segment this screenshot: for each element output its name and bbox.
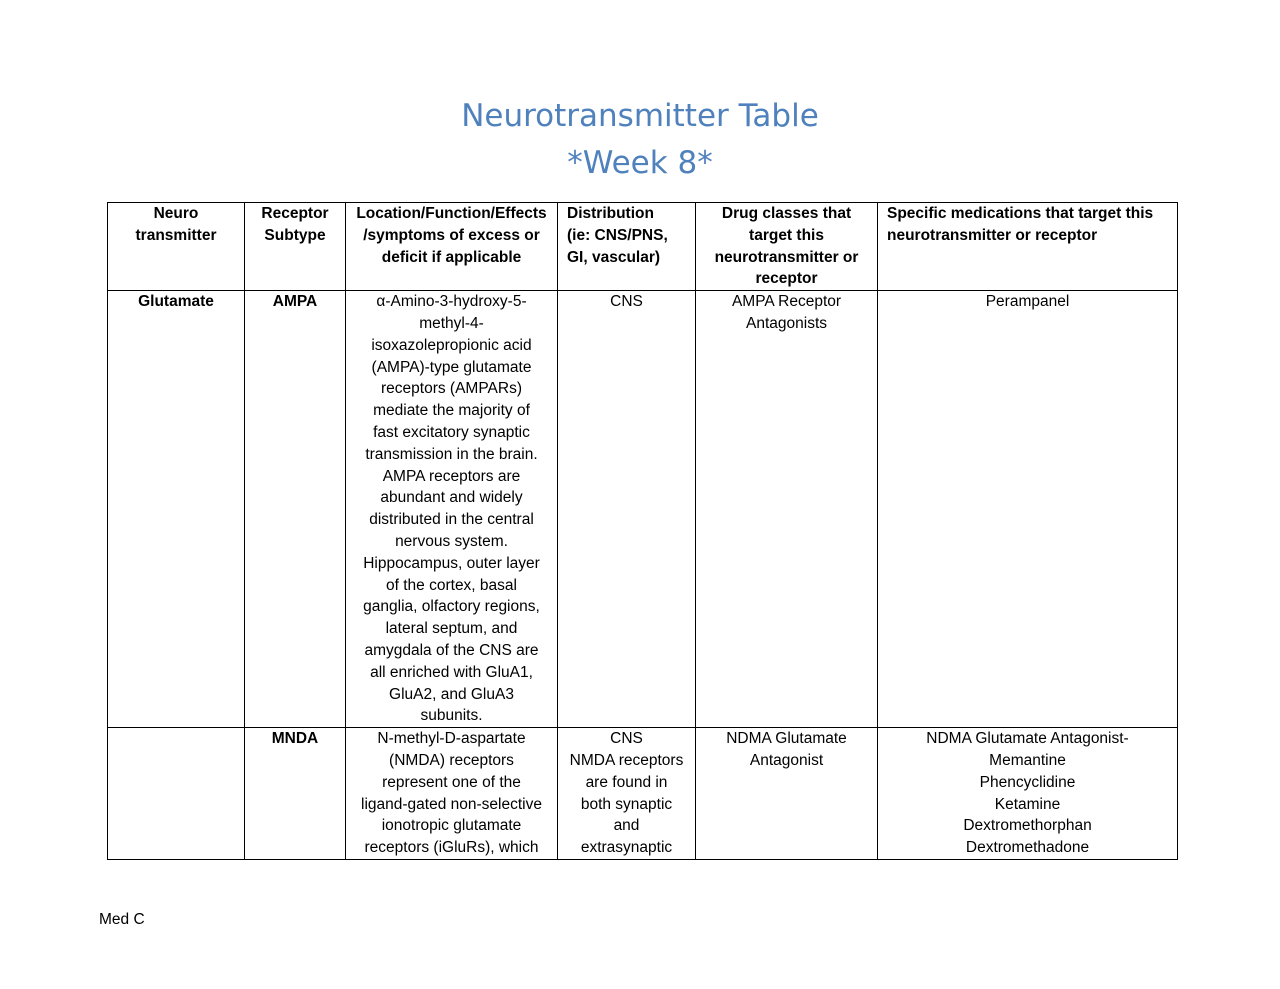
cell-neurotransmitter: Glutamate [108,291,245,728]
header-distribution: Distribution (ie: CNS/PNS, GI, vascular) [558,203,696,291]
document-subtitle: *Week 8* [567,145,713,181]
document-title: Neurotransmitter Table [461,98,819,134]
table-header-row [108,203,1178,291]
header-specific-medications: Specific medications that target this neurotransmitter or receptor [878,203,1178,291]
header-receptor-subtype: Receptor Subtype [245,203,346,291]
cell-location-function: α-Amino-3-hydroxy-5- methyl-4- isoxazolepropionic acid (AMPA)-type glutamate receptors (AMPARs) mediate the majority of fast excitatory synaptic transmission in the brain. AMPA receptors are abundant and widely distributed in the central nervous system. Hippocampus, outer layer of the cortex, basal ganglia, olfactory regions, lateral septum, and amygdala of the CNS are all enriched with GluA1, GluA2, and GluA3 subunits. [346,291,558,728]
cell-drug-classes: AMPA Receptor Antagonists [696,291,878,728]
cell-neurotransmitter [108,728,245,860]
header-neurotransmitter: Neuro transmitter [108,203,245,291]
cell-location-function: N-methyl-D-aspartate (NMDA) receptors represent one of the ligand-gated non-selective ionotropic glutamate receptors (iGluRs), which [346,728,558,860]
cell-distribution: CNS NMDA receptors are found in both synaptic and extrasynaptic [558,728,696,860]
footer-text: Med C [99,911,145,928]
cell-receptor-subtype: AMPA [245,291,346,728]
header-location-function: Location/Function/Effects /symptoms of excess or deficit if applicable [346,203,558,291]
cell-drug-classes: NDMA Glutamate Antagonist [696,728,878,860]
cell-distribution: CNS [558,291,696,728]
cell-specific-medications: NDMA Glutamate Antagonist- Memantine Phencyclidine Ketamine Dextromethorphan Dextromethadone [878,728,1178,860]
neurotransmitter-table [107,202,1178,860]
table-row [108,728,1178,860]
cell-specific-medications: Perampanel [878,291,1178,728]
cell-receptor-subtype: MNDA [245,728,346,860]
header-drug-classes: Drug classes that target this neurotransmitter or receptor [696,203,878,291]
table-row [108,291,1178,728]
